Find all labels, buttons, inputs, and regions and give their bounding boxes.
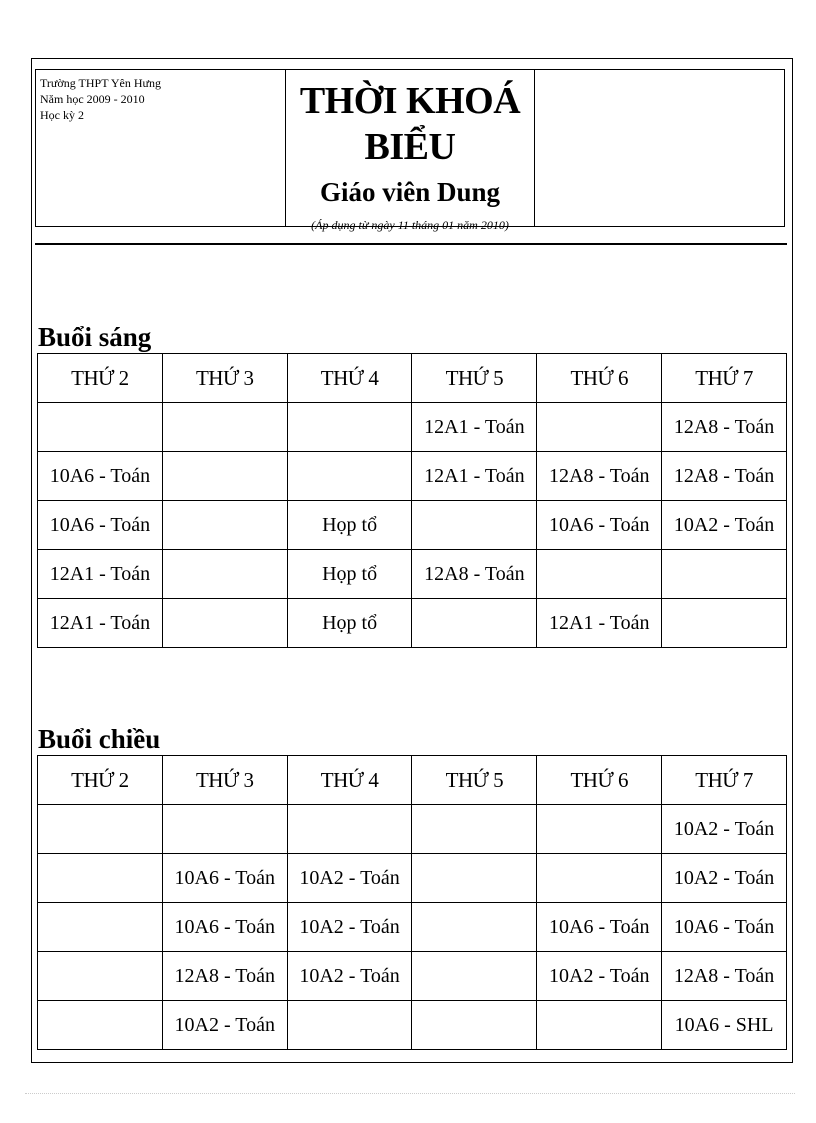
table-cell: 10A2 - Toán <box>662 854 787 903</box>
table-cell <box>38 805 163 854</box>
afternoon-body <box>38 805 787 1050</box>
day-header: THỨ 2 <box>38 354 163 403</box>
table-cell <box>38 1001 163 1050</box>
day-header: THỨ 7 <box>662 756 787 805</box>
table-cell: 10A6 - Toán <box>38 501 163 550</box>
table-cell <box>162 403 287 452</box>
day-header: THỨ 5 <box>412 756 537 805</box>
table-cell <box>662 550 787 599</box>
table-cell <box>412 805 537 854</box>
morning-section-title: Buổi sáng <box>38 322 152 352</box>
table-cell: 12A8 - Toán <box>537 452 662 501</box>
table-cell <box>537 550 662 599</box>
table-cell <box>162 805 287 854</box>
table-cell: 12A1 - Toán <box>537 599 662 648</box>
table-cell <box>287 805 412 854</box>
afternoon-section-title: Buổi chiều <box>38 724 161 754</box>
table-cell <box>412 501 537 550</box>
table-cell <box>287 1001 412 1050</box>
title-block <box>286 70 535 232</box>
table-cell: 10A2 - Toán <box>537 952 662 1001</box>
effective-date-note: (Áp dụng từ ngày 11 tháng 01 năm 2010) <box>311 218 509 232</box>
afternoon-header-row <box>38 756 787 805</box>
table-row <box>38 854 787 903</box>
table-cell: Họp tổ <box>287 501 412 550</box>
day-header: THỨ 3 <box>162 756 287 805</box>
page-title: THỜI KHOÁ BIỂU <box>299 80 521 168</box>
day-header: THỨ 4 <box>287 354 412 403</box>
table-cell: 10A6 - Toán <box>662 903 787 952</box>
table-cell: 10A6 - Toán <box>162 903 287 952</box>
table-row <box>38 501 787 550</box>
table-cell <box>412 854 537 903</box>
table-row <box>38 550 787 599</box>
school-info <box>36 70 286 226</box>
table-cell: 12A8 - Toán <box>662 403 787 452</box>
semester: Học kỳ 2 <box>40 108 84 122</box>
table-row <box>38 403 787 452</box>
table-cell: 12A8 - Toán <box>412 550 537 599</box>
table-cell <box>162 599 287 648</box>
school-name: Trường THPT Yên Hưng <box>40 76 162 90</box>
day-header: THỨ 5 <box>412 354 537 403</box>
footer-divider <box>25 1093 795 1094</box>
table-cell <box>412 599 537 648</box>
table-cell: 10A2 - Toán <box>662 805 787 854</box>
day-header: THỨ 6 <box>537 354 662 403</box>
day-header: THỨ 7 <box>662 354 787 403</box>
table-cell: 10A2 - Toán <box>287 854 412 903</box>
table-cell: 10A2 - Toán <box>162 1001 287 1050</box>
school-year: Năm học 2009 - 2010 <box>40 92 145 106</box>
table-cell: 10A6 - Toán <box>537 903 662 952</box>
table-cell: 10A6 - Toán <box>537 501 662 550</box>
table-cell <box>162 501 287 550</box>
table-cell: 10A2 - Toán <box>662 501 787 550</box>
day-header: THỨ 6 <box>537 756 662 805</box>
table-cell <box>412 1001 537 1050</box>
table-cell <box>412 903 537 952</box>
table-cell: 10A6 - Toán <box>38 452 163 501</box>
header-divider <box>35 243 787 245</box>
header-empty-cell <box>535 70 784 226</box>
table-cell <box>287 452 412 501</box>
table-cell <box>537 854 662 903</box>
table-cell: 10A6 - Toán <box>162 854 287 903</box>
day-header: THỨ 2 <box>38 756 163 805</box>
teacher-name: Giáo viên Dung <box>319 177 501 207</box>
header-box <box>35 69 785 232</box>
table-row <box>38 805 787 854</box>
table-cell <box>38 854 163 903</box>
table-row <box>38 599 787 648</box>
table-cell <box>537 1001 662 1050</box>
morning-body <box>38 403 787 648</box>
table-cell <box>38 403 163 452</box>
afternoon-timetable <box>37 755 787 1050</box>
table-cell <box>38 903 163 952</box>
table-cell: 12A1 - Toán <box>412 452 537 501</box>
table-cell: 10A2 - Toán <box>287 903 412 952</box>
table-cell <box>162 452 287 501</box>
day-header: THỨ 3 <box>162 354 287 403</box>
table-cell: 10A2 - Toán <box>287 952 412 1001</box>
table-cell: 12A1 - Toán <box>412 403 537 452</box>
table-cell: 12A8 - Toán <box>162 952 287 1001</box>
table-row <box>38 952 787 1001</box>
day-header: THỨ 4 <box>287 756 412 805</box>
table-cell: 12A8 - Toán <box>662 452 787 501</box>
table-cell <box>162 550 287 599</box>
table-cell: 12A1 - Toán <box>38 599 163 648</box>
table-row <box>38 452 787 501</box>
table-row <box>38 903 787 952</box>
table-cell <box>662 599 787 648</box>
morning-timetable <box>37 353 787 648</box>
table-cell <box>38 952 163 1001</box>
table-cell: Họp tổ <box>287 599 412 648</box>
table-cell: 12A1 - Toán <box>38 550 163 599</box>
table-cell: 10A6 - SHL <box>662 1001 787 1050</box>
morning-header-row <box>38 354 787 403</box>
table-cell: Họp tổ <box>287 550 412 599</box>
table-cell <box>412 952 537 1001</box>
table-cell <box>537 403 662 452</box>
table-cell <box>537 805 662 854</box>
table-cell <box>287 403 412 452</box>
table-cell: 12A8 - Toán <box>662 952 787 1001</box>
table-row <box>38 1001 787 1050</box>
